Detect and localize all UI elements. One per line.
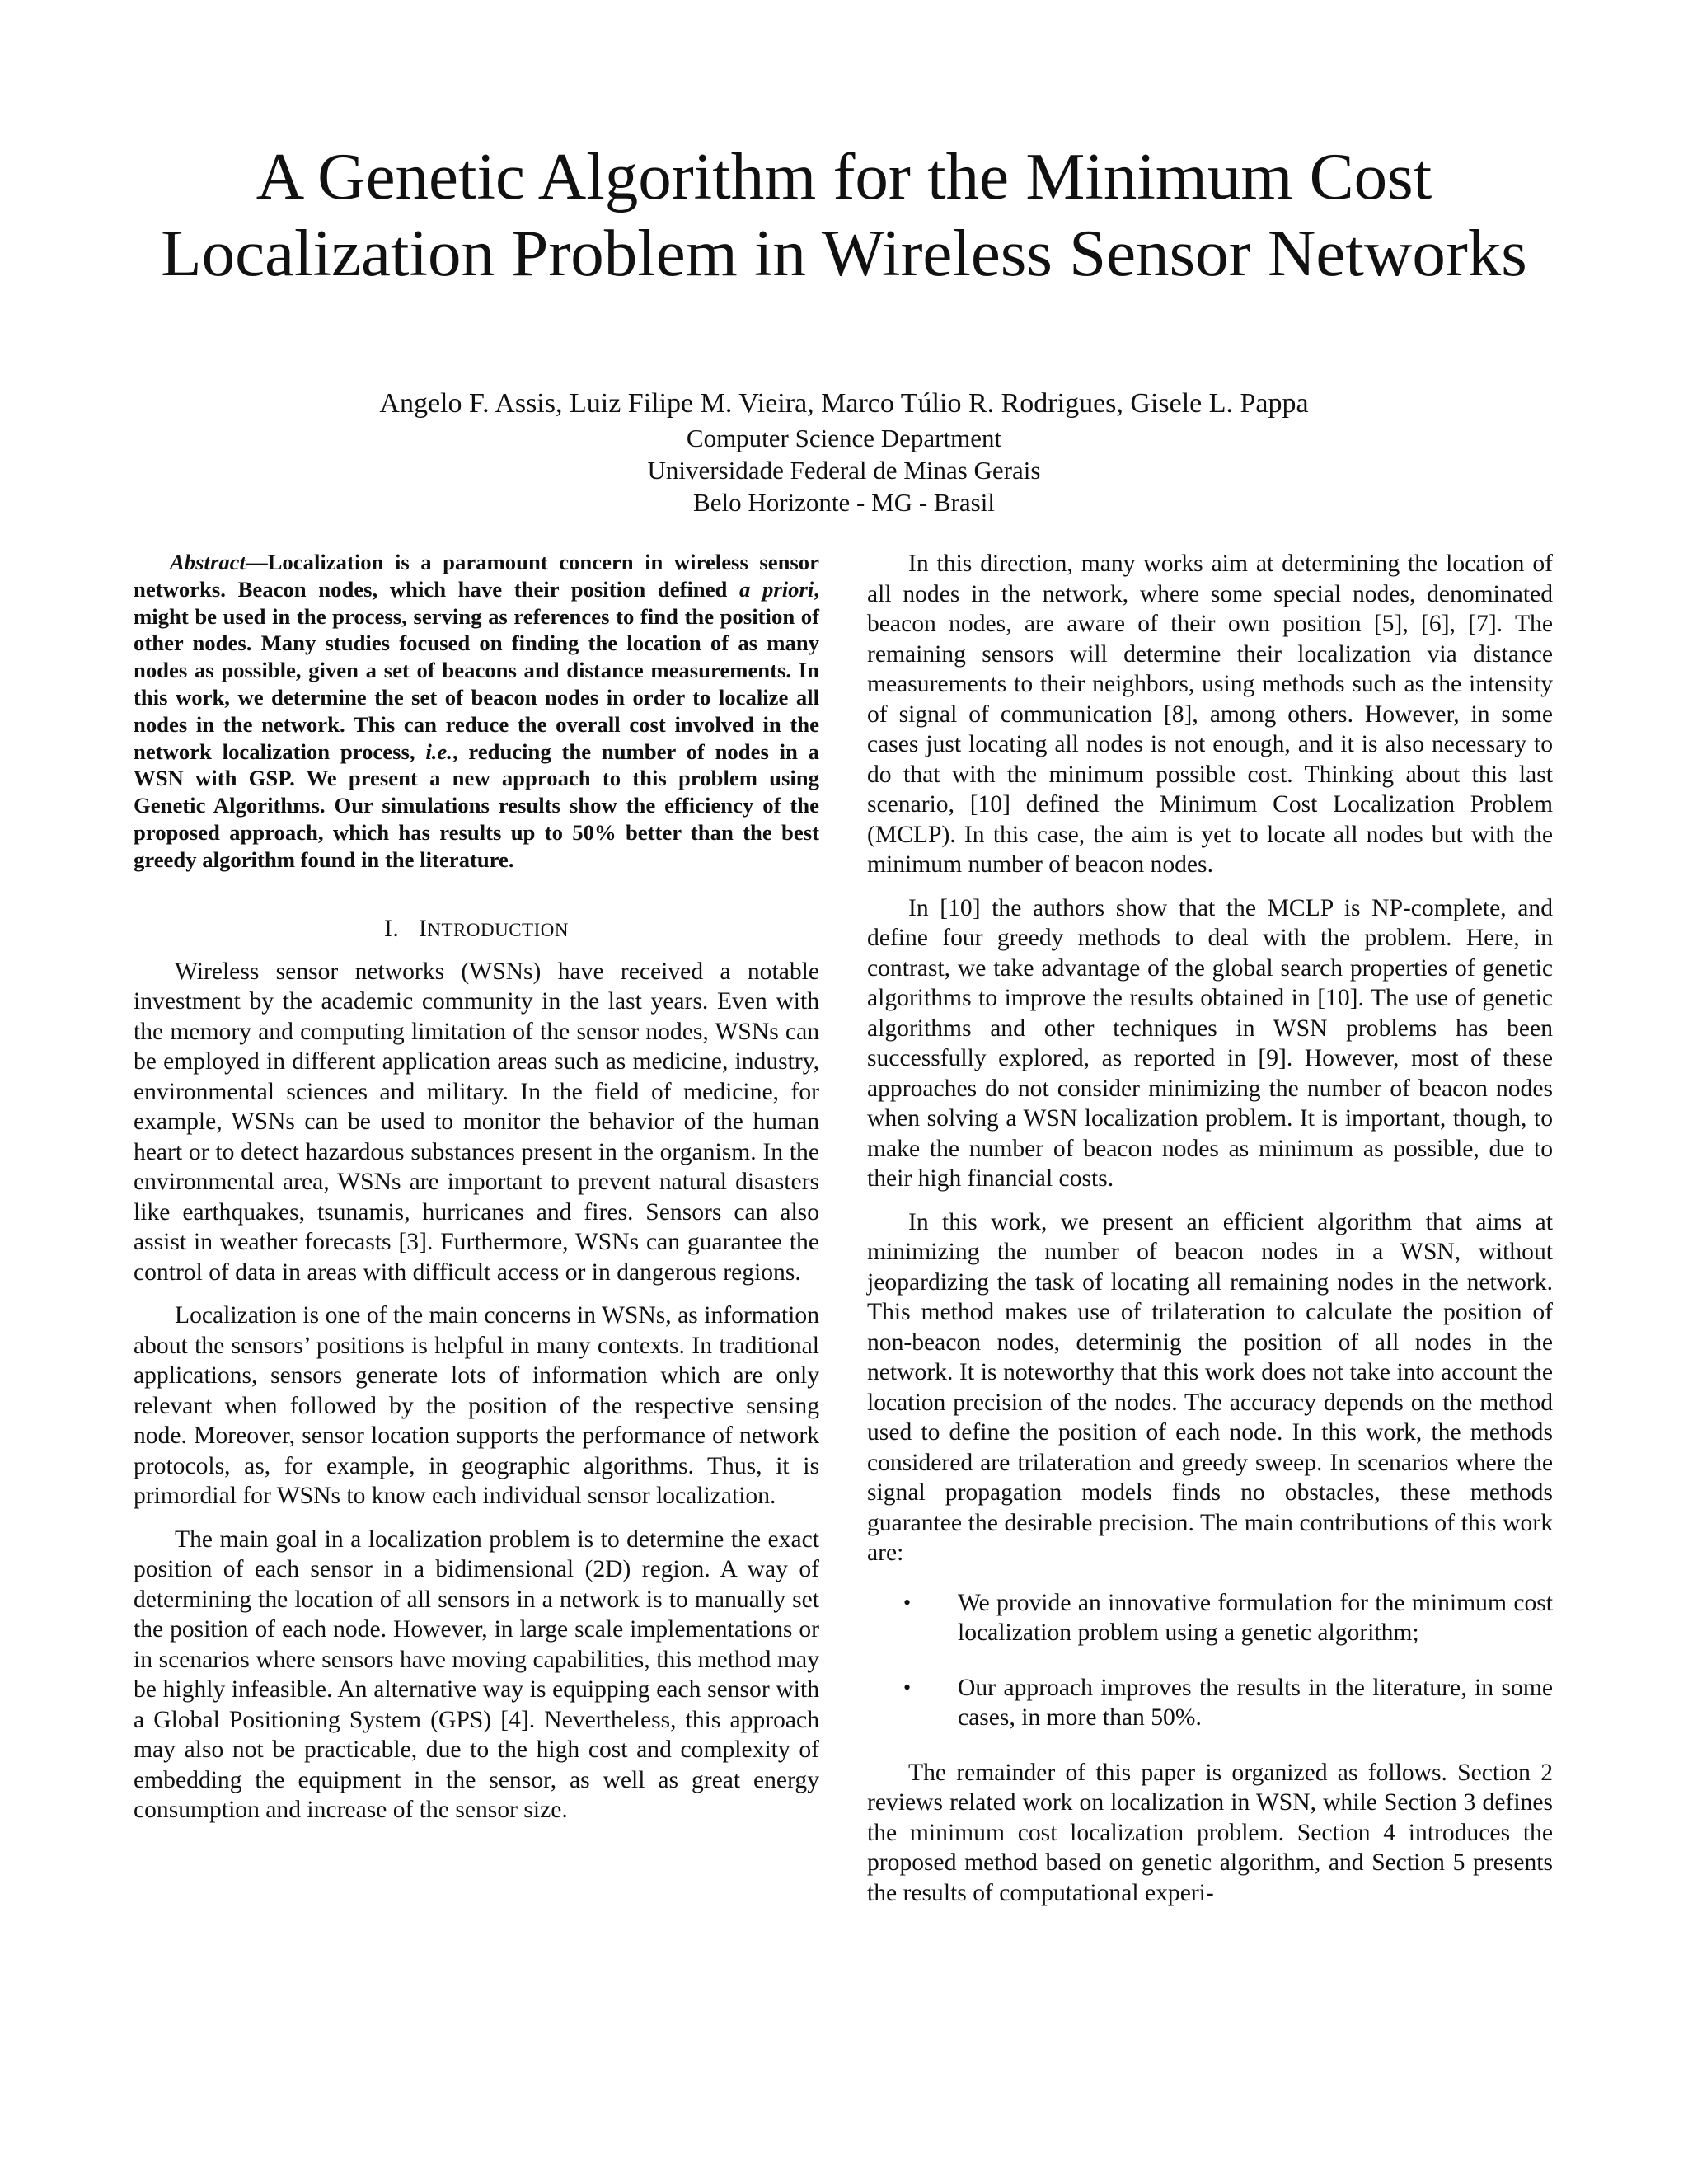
bullet-icon: •: [903, 1590, 912, 1615]
contribution-text: Our approach improves the results in the literature, in some cases, in more than 50%.: [958, 1674, 1553, 1731]
paragraph: In [10] the authors show that the MCLP is NP-complete, and define four greedy methods to deal with the problem. Here, in contrast, we take advantage of the global search properties of genetic algorithms to improve the results obtained in [10]. The use of genetic algorithms and other techniques in WSN problems has been successfully explored, as reported in [9]. However, most of these approaches do not consider minimizing the number of beacon nodes when solving a WSN localization problem. It is important, though, to make the number of beacon nodes as minimum as possible, due to their high financial costs.: [867, 894, 1553, 1192]
affiliation-department: Computer Science Department: [686, 424, 1002, 452]
abstract-apriori: a priori: [739, 576, 814, 602]
title-line: A Genetic Algorithm for the Minimum Cost: [256, 139, 1432, 213]
abstract-ie: i.e.: [425, 738, 452, 764]
paragraph: The remainder of this paper is organized as follows. Section 2 reviews related work on localization in WSN, while Section 3 defines the minimum cost localization problem. Section 4 introduces the proposed method based on genetic algorithm, and Section 5 presents the results of computational experi-: [867, 1759, 1553, 1906]
affiliation-city: Belo Horizonte - MG - Brasil: [693, 488, 995, 517]
list-item: [867, 1673, 1553, 1733]
section-title-rest: NTRODUCTION: [427, 919, 569, 940]
bullet-icon: •: [903, 1675, 912, 1699]
abstract: [134, 549, 819, 874]
abstract-dash: —: [245, 550, 268, 574]
list-item: [867, 1588, 1553, 1648]
author-list: Angelo F. Assis, Luiz Filipe M. Vieira, Marco Túlio R. Rodrigues, Gisele L. Pappa: [379, 388, 1309, 419]
title-line: Localization Problem in Wireless Sensor Networks: [161, 216, 1527, 290]
right-column: [867, 549, 1553, 1908]
paragraph: Wireless sensor networks (WSNs) have received a notable investment by the academic community in the last years. Even with the memory and computing limitation of the sensor nodes, WSNs can be employed in different application areas such as medicine, industry, environmental sciences and military. In the field of medicine, for example, WSNs can be used to monitor the behavior of the human heart or to detect hazardous substances present in the organism. In the environmental area, WSNs are important to prevent natural disasters like earthquakes, tsunamis, hurricanes and fires. Sensors can also assist in weather forecasts [3]. Furthermore, WSNs can guarantee the control of data in areas with difficult access or in dangerous regions.: [134, 958, 819, 1286]
abstract-text: Localization is a paramount concern in wireless sensor networks. Beacon nodes, which have their position defined: [134, 550, 819, 602]
left-column: [134, 549, 819, 1825]
abstract-text: , reducing the number of nodes in a WSN with GSP. We present a new approach to this problem using Genetic Algorithms. Our simulations results show the efficiency of the proposed approach, which has results up to 50% better than the best greedy algorithm found in the literature.: [134, 738, 819, 872]
section-numeral: I.: [384, 915, 400, 942]
paragraph: The main goal in a localization problem is to determine the exact position of each sensor in a bidimensional (2D) region. A way of determining the location of all sensors in a network is to manually set the position of each node. However, in large scale implementations or in scenarios where sensors have moving capabilities, this method may be highly infeasible. An alternative way is equipping each sensor with a Global Positioning System (GPS) [4]. Nevertheless, this approach may also not be practicable, due to the high cost and complexity of embedding the equipment in the sensor, as well as great energy consumption and increase of the sensor size.: [134, 1526, 819, 1824]
paragraph: In this direction, many works aim at determining the location of all nodes in the network, where some special nodes, denominated beacon nodes, are aware of their own position [5], [6], [7]. The remaining sensors will determine their localization via distance measurements to their neighbors, using methods such as the intensity of signal of communication [8], among others. However, in some cases just locating all nodes is not enough, and it is also necessary to do that with the minimum possible cost. Thinking about this last scenario, [10] defined the Minimum Cost Localization Problem (MCLP). In this case, the aim is yet to locate all nodes but with the minimum number of beacon nodes.: [867, 551, 1553, 878]
paragraph: In this work, we present an efficient algorithm that aims at minimizing the number of beacon nodes in a WSN, without jeopardizing the task of locating all remaining nodes in the network. This method makes use of trilateration to calculate the position of non-beacon nodes, determinig the position of all nodes in the network. It is noteworthy that this work does not take into account the location precision of the nodes. The accuracy depends on the method used to define the position of each node. In this work, the methods considered are trilateration and greedy sweep. In scenarios where the signal propagation models finds no obstacles, these methods guarantee the desirable precision. The main contributions of this work are:: [867, 1208, 1553, 1566]
affiliation: [0, 422, 1688, 518]
abstract-text: , might be used in the process, serving as references to find the position of other nodes. Many studies focused on finding the location of as many nodes as possible, given a set of beacons and distance measurements. In this work, we determine the set of beacon nodes in order to localize all nodes in the network. This can reduce the overall cost involved in the network localization process,: [134, 576, 820, 764]
abstract-label: Abstract: [170, 550, 246, 574]
section-title-first: I: [419, 915, 428, 942]
section-heading-introduction: [134, 914, 819, 945]
paragraph: Localization is one of the main concerns in WSNs, as information about the sensors’ positions is helpful in many contexts. In traditional applications, sensors generate lots of information which are only relevant when followed by the position of the respective sensing node. Moreover, sensor location supports the performance of network protocols, as, for example, in geographic algorithms. Thus, it is primordial for WSNs to know each individual sensor localization.: [134, 1302, 819, 1510]
affiliation-university: Universidade Federal de Minas Gerais: [647, 456, 1041, 485]
paper-title: [0, 138, 1688, 292]
contributions-list: [867, 1588, 1553, 1733]
contribution-text: We provide an innovative formulation for the minimum cost localization problem using a genetic algorithm;: [958, 1589, 1553, 1646]
